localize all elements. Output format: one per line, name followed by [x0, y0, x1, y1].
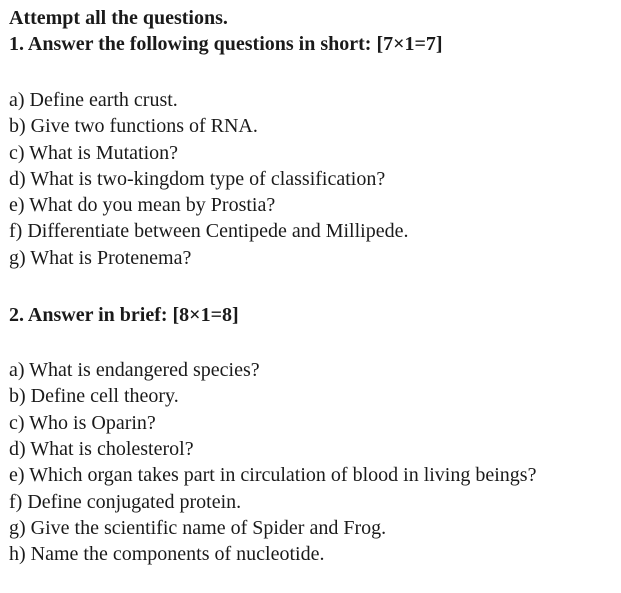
section-1-questions	[9, 87, 621, 271]
question-1f: f) Differentiate between Centipede and Millipede.	[9, 220, 409, 243]
question-1c: c) What is Mutation?	[9, 141, 179, 164]
spacer	[9, 271, 621, 302]
question-2f: f) Define conjugated protein.	[9, 490, 242, 513]
section-1-heading: 1. Answer the following questions in short: [7×1=7]	[9, 33, 443, 55]
question-2g: g) Give the scientific name of Spider and Frog.	[9, 516, 387, 539]
question-1e: e) What do you mean by Prostia?	[9, 194, 276, 217]
spacer	[9, 57, 621, 87]
question-2h: h) Name the components of nucleotide.	[9, 543, 325, 566]
question-2e: e) Which organ takes part in circulation of blood in living beings?	[9, 464, 537, 487]
question-1d: d) What is two-kingdom type of classification?	[9, 167, 386, 190]
question-2c: c) Who is Oparin?	[9, 411, 156, 434]
section-2-heading: 2. Answer in brief: [8×1=8]	[9, 304, 239, 327]
instruction-text: Attempt all the questions.	[9, 7, 228, 29]
question-1g: g) What is Protenema?	[9, 246, 192, 269]
spacer	[9, 328, 621, 357]
question-1b: b) Give two functions of RNA.	[9, 115, 258, 138]
question-2d: d) What is cholesterol?	[9, 437, 194, 460]
section-2-questions	[9, 357, 621, 567]
question-2b: b) Define cell theory.	[9, 385, 179, 408]
question-1a: a) Define earth crust.	[9, 89, 178, 111]
question-2a: a) What is endangered species?	[9, 359, 260, 382]
